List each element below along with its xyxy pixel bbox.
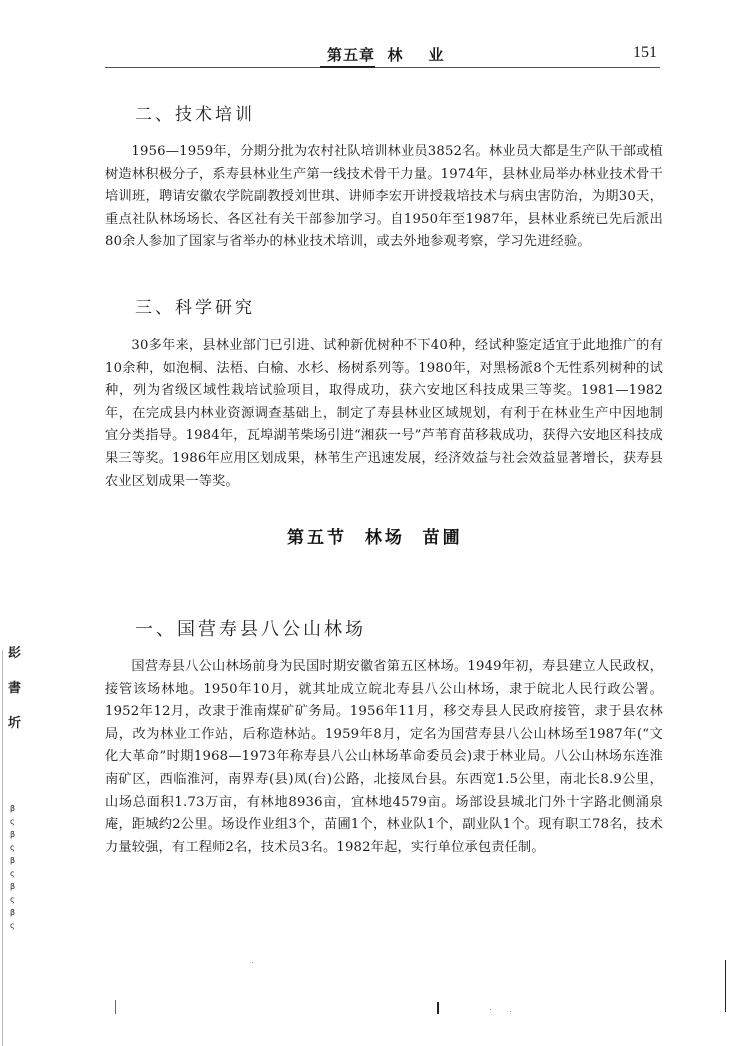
margin-glyphs-lower — [10, 805, 15, 935]
margin-glyphs-upper — [8, 647, 21, 752]
margin-glyph: β — [10, 882, 16, 891]
margin-glyph: 圻 — [8, 716, 22, 731]
margin-glyph: ς — [10, 895, 15, 904]
margin-glyph: ς — [10, 843, 15, 852]
margin-glyph: β — [10, 908, 16, 917]
page-header — [105, 44, 665, 66]
margin-glyph: ς — [10, 817, 15, 826]
header-rule — [105, 67, 660, 68]
scan-mark — [437, 1002, 439, 1014]
scan-dot — [510, 1011, 511, 1012]
section-heading-research: 三、科学研究 — [135, 298, 255, 318]
paragraph-forest-farm: 国营寿县八公山林场前身为民国时期安徽省第五区林场。1949年初，寿县建立人民政权，接管该场林地。1950年10月，就其址成立皖北寿县八公山林场，隶于皖北人民行政公署。1952年12月，改隶于淮南煤矿矿务局。1956年11月，移交寿县人民政府接管，隶于县农林局，改为林业工作站，后称造林站。1959年8月，定名为国营寿县八公山林场至1987年(“文化大革命”时期1968—1973年称寿县八公山林场革命委员会)隶于林业局。八公山林场东连淮南矿区，西临淮河，南界寿(县)凤(台)公路，北接凤台县。东西宽1.5公里，南北长8.9公里，山场总面积1.73万亩，有林地8936亩，宜林地4579亩。场部设县城北门外十字路北侧涌泉庵，距城约2公里。场设作业组3个，苗圃1个，林业队1个，副业队1个。现有职工78名，技术力量较强，有工程师2名，技术员3名。1982年起，实行单位承包责任制。 — [105, 659, 663, 855]
margin-glyph: 書 — [8, 681, 22, 696]
margin-glyph: 髟 — [8, 646, 22, 661]
scan-dot — [490, 1009, 491, 1010]
section-heading-forest-farm: 一、国营寿县八公山林场 — [135, 619, 366, 640]
scan-edge-line — [2, 650, 3, 1046]
paragraph-training: 1956—1959年，分期分批为农村社队培训林业员3852名。林业员大都是生产队干部或植树造林积极分子，系寿县林业生产第一线技术骨干力量。1974年，县林业局举办林业技术骨干培训班，聘请安徽农学院副教授刘世琪、讲师李宏开讲授栽培技术与病虫害防治，为期30天，重点社队林场场长、各区社有关干部参加学习。自1950年至1987年，县林业系统已先后派出80余人参加了国家与省举办的林业技术培训，或去外地参观考察，学习先进经验。 — [105, 144, 663, 250]
chapter-section-title: 第五节 林场 苗圃 — [287, 528, 463, 548]
scan-dot — [252, 962, 253, 963]
page-number: 151 — [633, 44, 657, 61]
margin-glyph: ς — [10, 869, 15, 878]
header-rule-accent — [320, 66, 375, 68]
running-title: 第五章 林 业 — [327, 46, 445, 64]
paragraph-research: 30多年来，县林业部门已引进、试种新优树种不下40种，经试种鉴定适宜于此地推广的有10余种，如泡桐、法梧、白榆、水杉、杨树系列等。1980年，对黑杨派8个无性系列树种的试种，列为省级区域性栽培试验项目，取得成功，获六安地区科技成果三等奖。1981—1982年，在完成县内林业资源调查基础上，制定了寿县林业区域规划，有利于在林业生产中因地制宜分类指导。1984年，瓦埠湖苇柴场引进“湘荻一号”芦苇育苗移栽成功，获得六安地区科技成果三等奖。1986年应用区划成果，林苇生产迅速发展，经济效益与社会效益显著增长，获寿县农业区划成果一等奖。 — [105, 338, 663, 489]
scan-mark — [725, 960, 726, 1012]
margin-glyph: β — [10, 830, 16, 839]
margin-glyph: β — [10, 856, 16, 865]
scan-mark — [115, 1000, 116, 1014]
section-heading-training: 二、技术培训 — [135, 105, 255, 125]
margin-glyph: ς — [10, 921, 15, 930]
margin-glyph: β — [10, 804, 16, 813]
